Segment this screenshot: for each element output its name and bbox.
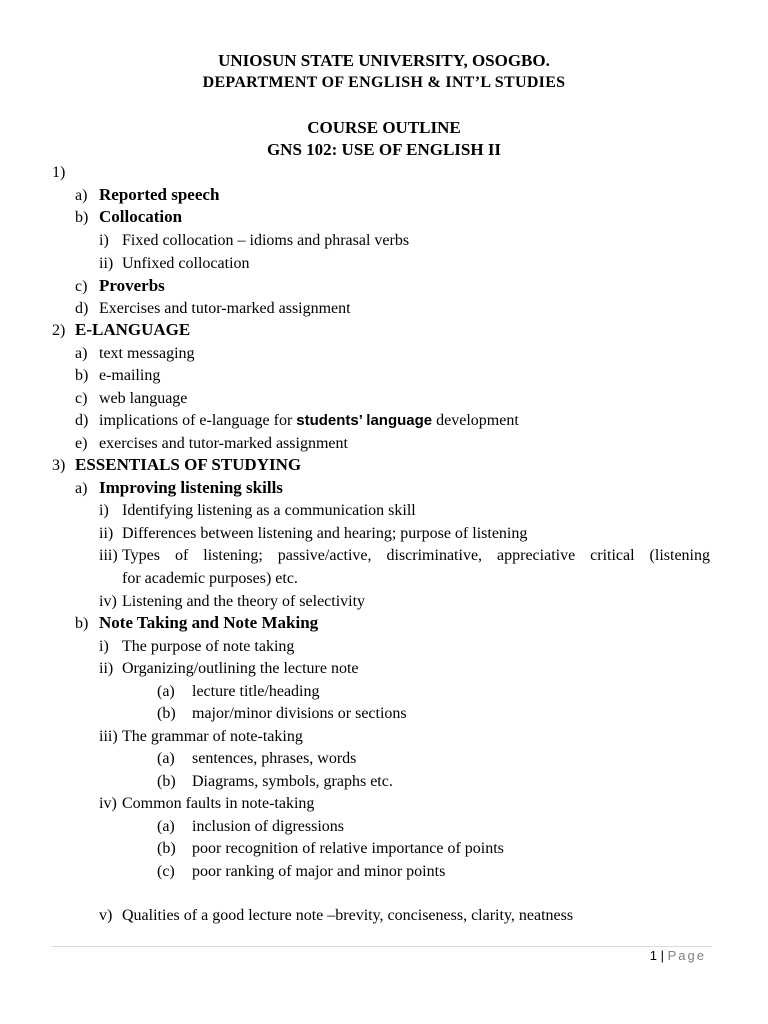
list-marker: (c) [157, 863, 175, 880]
list-marker: d) [75, 412, 89, 429]
list-item: exercises and tutor-marked assignment [99, 435, 348, 452]
topic-note-taking: Note Taking and Note Making [99, 613, 319, 632]
list-item: Listening and the theory of selectivity [122, 593, 366, 610]
topic-reported-speech: Reported speech [99, 185, 220, 204]
page-number: 1 [649, 948, 658, 963]
list-item-continuation: for academic purposes) etc. [122, 570, 298, 587]
list-item: Exercises and tutor-marked assignment [99, 300, 351, 317]
topic-collocation: Collocation [99, 207, 183, 226]
page-separator: | [657, 948, 668, 963]
section-2-title: E-LANGUAGE [75, 320, 191, 339]
list-marker: (a) [157, 683, 175, 700]
item-text: development [432, 412, 519, 429]
list-item: The purpose of note taking [122, 638, 295, 655]
emphasized-text: students’ language [296, 412, 433, 429]
list-marker: iii) [99, 547, 118, 564]
list-item: inclusion of digressions [192, 818, 344, 835]
department-title: DEPARTMENT OF ENGLISH & INT’L STUDIES [202, 74, 566, 91]
list-item: Fixed collocation – idioms and phrasal verbs [122, 232, 410, 249]
list-marker: iv) [99, 795, 117, 812]
list-item: lecture title/heading [192, 683, 320, 700]
section-3-number: 3) [52, 457, 66, 474]
list-marker: i) [99, 232, 109, 249]
list-marker: d) [75, 300, 89, 317]
list-item: Diagrams, symbols, graphs etc. [192, 773, 393, 790]
course-outline-heading: COURSE OUTLINE [307, 118, 461, 137]
list-item: Unfixed collocation [122, 255, 250, 272]
list-marker: i) [99, 502, 109, 519]
list-item: Types of listening; passive/active, discriminative, appreciative critical (listening [122, 547, 710, 564]
list-item: sentences, phrases, words [192, 750, 357, 767]
item-text: implications of e-language for [99, 412, 297, 429]
list-item: poor recognition of relative importance of points [192, 840, 504, 857]
list-marker: v) [99, 907, 113, 924]
section-2-number: 2) [52, 322, 66, 339]
list-marker: ii) [99, 525, 114, 542]
course-code-title: GNS 102: USE OF ENGLISH II [266, 140, 502, 159]
list-marker: iv) [99, 593, 117, 610]
list-item: Organizing/outlining the lecture note [122, 660, 359, 677]
list-marker: b) [75, 367, 89, 384]
section-3-title: ESSENTIALS OF STUDYING [75, 455, 302, 474]
list-marker: b) [75, 615, 89, 632]
list-item: Differences between listening and hearing; purpose of listening [122, 525, 528, 542]
list-item: Identifying listening as a communication skill [122, 502, 416, 519]
university-title: UNIOSUN STATE UNIVERSITY, OSOGBO. [218, 51, 550, 70]
list-item: Common faults in note-taking [122, 795, 315, 812]
list-marker: ii) [99, 660, 114, 677]
section-1-number: 1) [52, 164, 66, 181]
list-marker: ii) [99, 255, 114, 272]
list-item: Qualities of a good lecture note –brevity, conciseness, clarity, neatness [122, 907, 574, 924]
list-marker: (a) [157, 818, 175, 835]
list-marker: e) [75, 435, 88, 452]
list-marker: a) [75, 187, 88, 204]
list-marker: a) [75, 480, 88, 497]
page-label: Page [667, 948, 706, 963]
list-item: poor ranking of major and minor points [192, 863, 446, 880]
list-marker: i) [99, 638, 109, 655]
list-item: The grammar of note-taking [122, 728, 303, 745]
list-marker: c) [75, 390, 88, 407]
list-item: text messaging [99, 345, 195, 362]
page-footer [650, 947, 706, 965]
list-item [99, 411, 519, 431]
list-marker: (b) [157, 840, 176, 857]
list-item: major/minor divisions or sections [192, 705, 407, 722]
topic-proverbs: Proverbs [99, 276, 165, 295]
list-marker: a) [75, 345, 88, 362]
topic-listening-skills: Improving listening skills [99, 478, 283, 497]
list-marker: c) [75, 278, 88, 295]
list-item: web language [99, 390, 188, 407]
list-marker: b) [75, 209, 89, 226]
list-item: e-mailing [99, 367, 161, 384]
list-marker: (b) [157, 705, 176, 722]
list-marker: (b) [157, 773, 176, 790]
list-marker: (a) [157, 750, 175, 767]
footer-divider [52, 946, 712, 947]
list-marker: iii) [99, 728, 118, 745]
